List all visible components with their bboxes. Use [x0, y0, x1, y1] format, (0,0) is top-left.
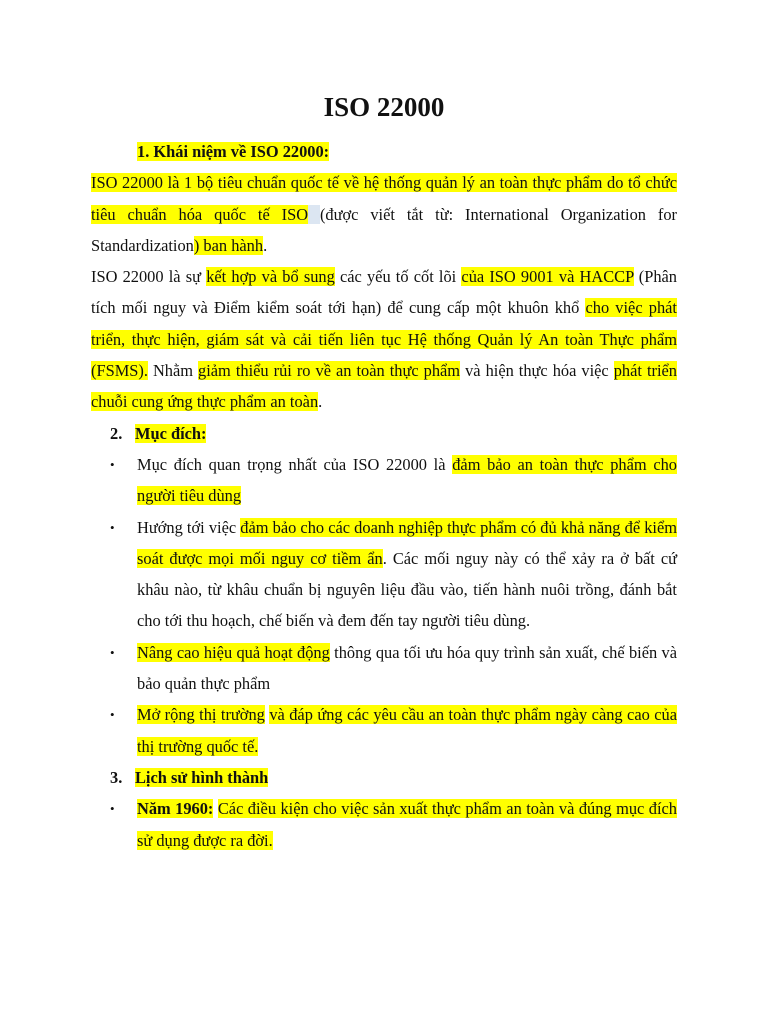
section-1-paragraph-1-run-1 [308, 205, 320, 224]
purpose-list-item-1-run-2: . Các mối nguy này có thể xảy ra ở bất cứ khâu nào, từ khâu chuẩn bị nguyên liệu đầu vào, tiến hành nuôi trồng, đánh bắt cho tới thu hoạch, chế biến và đem đến tay người tiêu dùng. [137, 548, 678, 631]
section-1-paragraph-1-run-0: ISO 22000 là 1 bộ tiêu chuẩn quốc tế về hệ thống quản lý an toàn thực phẩm do tổ chức tiêu chuẩn hóa quốc tế ISO [91, 173, 677, 224]
section-1-paragraph-2-run-10: . [318, 392, 323, 412]
history-list-item-0-run-0: Năm 1960: [137, 799, 214, 819]
bullet-icon: • [110, 644, 115, 660]
purpose-list-item-0-run-1: đảm bảo an toàn thực phẩm cho người tiêu dùng [137, 454, 677, 506]
section-2-heading-text: Mục đích: [135, 423, 207, 443]
section-1-paragraph-2-run-3: của ISO 9001 và HACCP [461, 267, 634, 287]
section-2-number: 2. [110, 423, 123, 443]
section-1-paragraph-2-run-2: các yếu tố cốt lõi [334, 267, 462, 287]
purpose-list [91, 449, 677, 762]
section-1-heading [91, 136, 677, 167]
section-1-paragraph-2-run-6: Nhằm [147, 361, 199, 381]
section-3-heading-text: Lịch sử hình thành [135, 767, 269, 787]
purpose-list-item-0-run-0: Mục đích quan trọng nhất của ISO 22000 là [137, 454, 453, 474]
history-list-item-0-run-2: Các điều kiện cho việc sản xuất thực phẩm an toàn và đúng mục đích sử dụng được ra đời. [137, 799, 677, 850]
bullet-icon: • [110, 707, 115, 723]
section-1-heading-text: 1. Khái niệm về ISO 22000: [137, 142, 330, 161]
section-3-number: 3. [110, 767, 123, 787]
purpose-list-item-0 [91, 449, 677, 512]
purpose-list-item-3-run-2: và đáp ứng các yêu cầu an toàn thực phẩm ngày càng cao của thị trường quốc tế. [137, 705, 677, 756]
history-list [91, 793, 677, 856]
history-list-item-0 [91, 793, 677, 856]
purpose-list-item-3 [91, 699, 677, 762]
document-title: ISO 22000 [323, 92, 445, 122]
purpose-list-item-1-run-0: Hướng tới việc [137, 517, 241, 537]
purpose-list-item-2-run-1: thông qua tối ưu hóa quy trình sản xuất, chế biến và bảo quản thực phẩm [137, 642, 677, 694]
section-1-paragraph-2-run-1: kết hợp và bổ sung [206, 267, 335, 287]
section-1-paragraph-2-run-5: cho việc phát triển, thực hiện, giám sát và cải tiến liên tục Hệ thống Quản lý An toàn Thực phẩm (FSMS). [91, 298, 677, 381]
document-body [91, 136, 677, 856]
purpose-list-item-2-run-0: Nâng cao hiệu quả hoạt động [137, 642, 330, 662]
section-1-paragraph-2-run-0: ISO 22000 là sự [91, 267, 207, 287]
section-1-paragraph-2 [91, 261, 677, 417]
purpose-list-item-1 [91, 512, 677, 637]
section-1-paragraph-2-run-8: và hiện thực hóa việc [460, 361, 614, 381]
purpose-list-item-2 [91, 637, 677, 700]
bullet-icon: • [110, 801, 115, 817]
section-1-paragraph-2-run-4: (Phân tích mối nguy và Điểm kiểm soát tới hạn) để cung cấp một khuôn khổ [91, 267, 677, 318]
section-3-heading [91, 762, 677, 793]
section-1-paragraph-2-run-7: giảm thiểu rủi ro về an toàn thực phẩm [198, 361, 461, 381]
section-1-paragraph-2-run-9: phát triển chuỗi cung ứng thực phẩm an toàn [91, 361, 678, 412]
purpose-list-item-3-run-0: Mở rộng thị trường [137, 705, 265, 725]
bullet-icon: • [110, 456, 115, 472]
section-2-heading [91, 418, 677, 449]
section-1-paragraph-1-run-2: (được viết tắt từ: International Organization for Standardization [91, 204, 677, 255]
section-1-paragraph-1-run-3: ) ban hành [193, 235, 264, 255]
bullet-icon: • [110, 519, 115, 535]
section-1-paragraph-1-run-4: . [263, 235, 268, 255]
purpose-list-item-1-run-1: đảm bảo cho các doanh nghiệp thực phẩm có đủ khả năng để kiểm soát được mọi mối nguy cơ tiềm ẩn [137, 517, 677, 568]
section-1-paragraph-1 [91, 167, 677, 261]
